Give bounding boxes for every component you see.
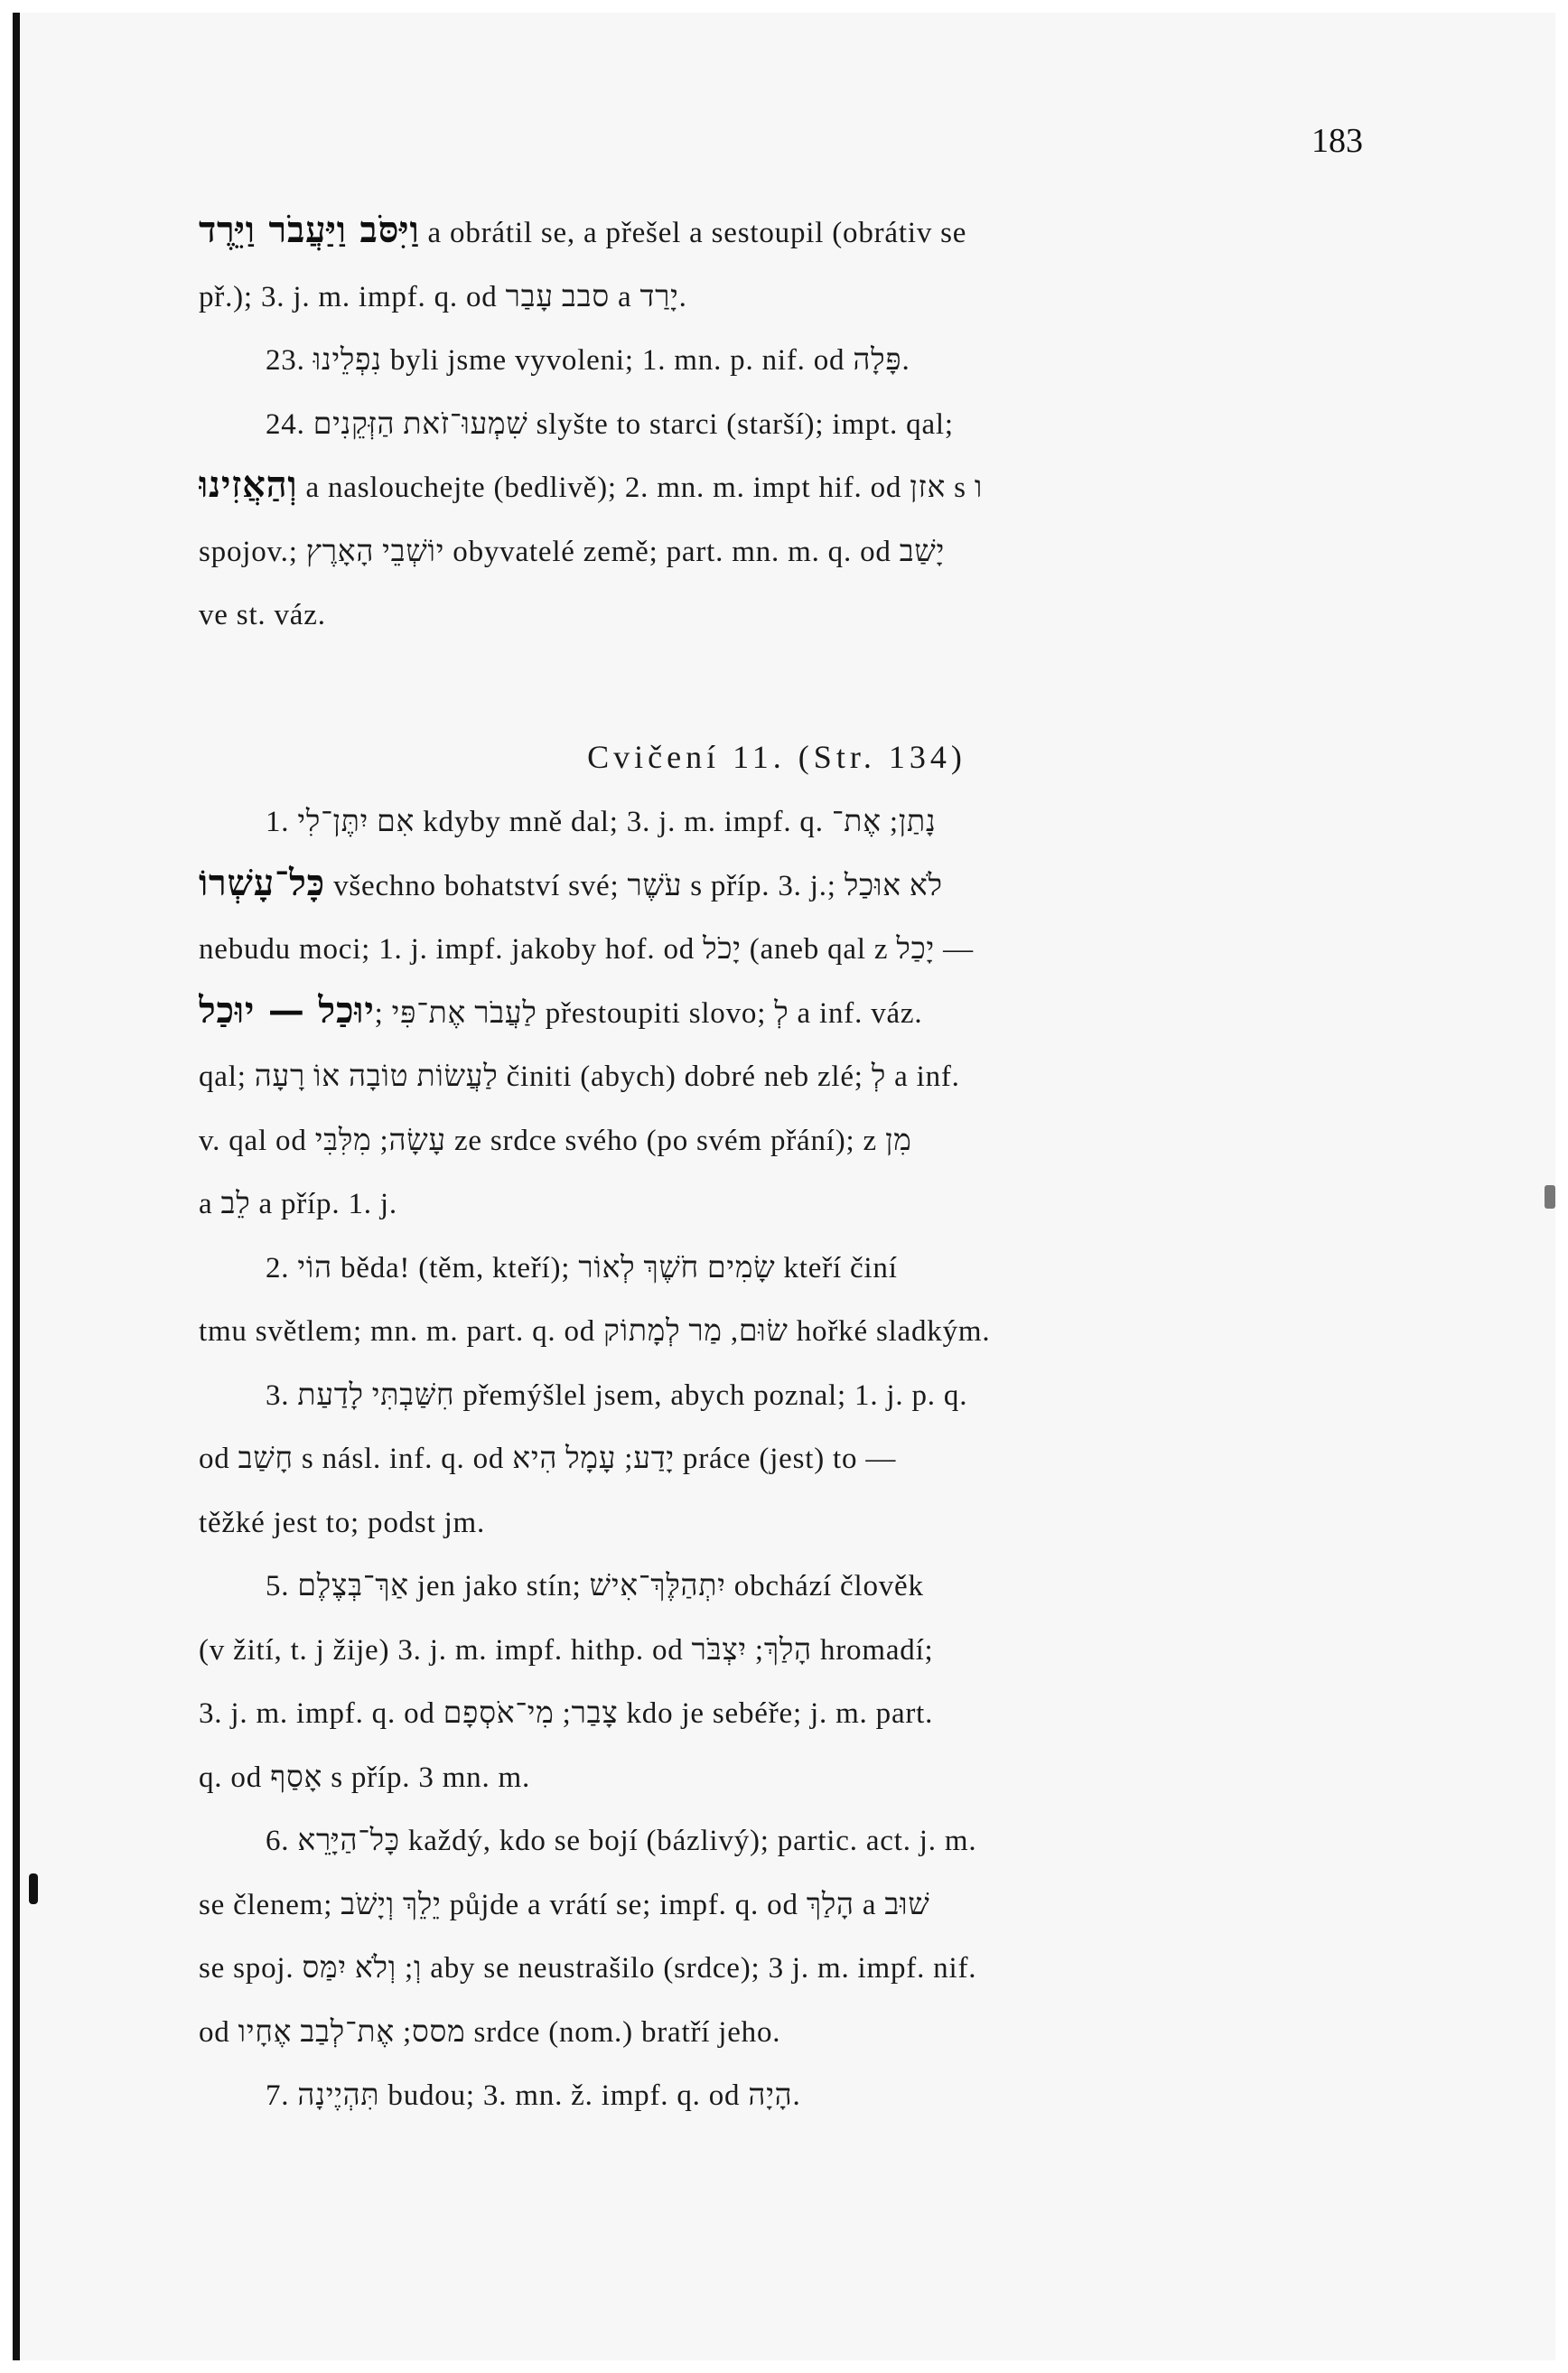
text-line — [199, 1998, 1355, 2062]
line-text: (v žití, t. j žije) 3. j. m. impf. hithp. od הָלַךְ; יִצְבֹּר hromadí; — [199, 1633, 934, 1667]
line-text: se spoj. וְ; וְלֹא יִמַּס aby se neustrašilo (srdce); 3 j. m. impf. nif. — [199, 1952, 977, 1985]
line-text: v. qal od עָשָׂה; מִלִּבִּי ze srdce svého (po svém přání); z מִן — [199, 1124, 912, 1157]
line-text: a לֵב a příp. 1. j. — [199, 1188, 397, 1220]
text-line — [199, 1107, 1355, 1171]
line-text: 7. תִּהְיֶינָה budou; 3. mn. ž. impf. q. od הָיָה. — [266, 2079, 801, 2112]
text-line — [199, 1234, 1355, 1298]
text-line — [199, 1552, 1355, 1616]
text-line — [199, 390, 1355, 454]
line-text: a obrátil se, a přešel a sestoupil (obrátiv se — [419, 217, 967, 249]
line-text: 5. אַךְ־בְּצֶלֶם jen jako stín; יִתְהַלֶּךְ־אִישׁ obchází člověk — [266, 1570, 924, 1602]
binding-mark — [29, 1873, 38, 1904]
line-text: ; לַעֲבֹר אֶת־פִּי přestoupiti slovo; לְ a inf. váz. — [374, 996, 923, 1030]
text-line — [199, 1489, 1355, 1553]
page-number: 183 — [1311, 122, 1363, 160]
text-line — [199, 1679, 1355, 1743]
text-line — [199, 199, 1355, 263]
line-text: 1. אִם יִתֶּן־לִי kdyby mně dal; 3. j. m. impf. q. נָתַן; אֶת־ — [266, 806, 937, 838]
hebrew-term: יוּכַל — יוּכַל — [199, 988, 375, 1032]
text-line — [199, 263, 1355, 327]
text-line — [199, 1934, 1355, 1998]
section-heading — [199, 724, 1355, 789]
line-text: př.); 3. j. m. impf. q. od סבב עָבַר a יָרַד. — [199, 280, 687, 313]
line-text: tmu světlem; mn. m. part. q. od שׂוּם, מַר לְמָתוֹק hořké sladkým. — [199, 1315, 991, 1348]
line-text: od מסס; אֶת־לְבַב אֶחָיו srdce (nom.) bratří jeho. — [199, 2015, 781, 2049]
line-text: 3. חִשַּׁבְתִּי לָדַעַת přemýšlel jsem, abych poznal; 1. j. p. q. — [266, 1378, 968, 1412]
text-line — [199, 788, 1355, 852]
hebrew-term: וַיִּסֹּב וַיַּעֲבֹר וַיֵּרֶד — [199, 209, 420, 251]
line-text: všechno bohatství své; עֹשֶׁר s příp. 3. j.; לֹא אוּכַל — [325, 869, 943, 902]
line-text: spojov.; יוֹשְׁבֵי הָאָרֶץ obyvatelé země; part. mn. m. q. od יָשַׁב — [199, 535, 946, 568]
line-text: 2. הוֹי běda! (těm, kteří); שָׂמִים חֹשֶׁךְ לְאוֹר kteří činí — [266, 1251, 898, 1285]
line-text: q. od אָסַף s příp. 3 mn. m. — [199, 1761, 531, 1794]
text-line — [199, 326, 1355, 390]
line-text: se členem; יֵלֵךְ וְיָשֹׁב půjde a vrátí se; impf. q. od הָלַךְ a שׁוּב — [199, 1888, 930, 1921]
line-text: 24. שִׁמְעוּ־זֹאת הַזְּקֵנִים slyšte to starci (starší); impt. qal; — [266, 407, 954, 441]
line-text: a naslouchejte (bedlivě); 2. mn. m. impt hif. od אזן s ו — [297, 472, 984, 504]
text-line — [199, 581, 1355, 645]
text-line — [199, 979, 1355, 1043]
hebrew-term: כָּל־עָשְׁרוֹ — [199, 861, 326, 904]
margin-speck — [1545, 1185, 1555, 1209]
text-line — [199, 1361, 1355, 1425]
text-line — [199, 453, 1355, 518]
hebrew-term: וְהַאֲזִינוּ — [199, 463, 298, 506]
text-line — [199, 1743, 1355, 1808]
text-line — [199, 852, 1355, 916]
text-line — [199, 1616, 1355, 1680]
text-line — [199, 518, 1355, 582]
text-line — [199, 1871, 1355, 1935]
text-block — [199, 199, 1355, 2125]
line-text: 6. כָּל־הַיָּרֵא každý, kdo se bojí (bázlivý); partic. act. j. m. — [266, 1825, 977, 1857]
line-text: Cvičení 11. (Str. 134) — [587, 738, 966, 775]
text-line — [199, 1170, 1355, 1234]
line-text: ve st. váz. — [199, 599, 326, 631]
line-text: 3. j. m. impf. q. od צָבַר; מִי־אֹסְפָם kdo je sebéře; j. m. part. — [199, 1697, 934, 1730]
text-line — [199, 915, 1355, 979]
text-line — [199, 1425, 1355, 1489]
line-text: 23. נִפְלֵינוּ byli jsme vyvoleni; 1. mn. p. nif. od פָּלָה. — [266, 344, 910, 377]
text-line — [199, 2061, 1355, 2125]
line-text: qal; לַעֲשׂוֹת טוֹבָה אוֹ רָעָה činiti (abych) dobré neb zlé; לְ a inf. — [199, 1060, 960, 1093]
line-text: od חָשַׁב s násl. inf. q. od יָדַע; עָמָל הִיא práce (jest) to — — [199, 1443, 897, 1475]
text-line — [199, 1807, 1355, 1871]
text-line — [199, 1297, 1355, 1361]
line-text: nebudu moci; 1. j. impf. jakoby hof. od יָכֹל (aneb qal z יָכַל — — [199, 933, 974, 966]
line-text: těžké jest to; podst jm. — [199, 1506, 486, 1539]
text-line — [199, 1042, 1355, 1107]
